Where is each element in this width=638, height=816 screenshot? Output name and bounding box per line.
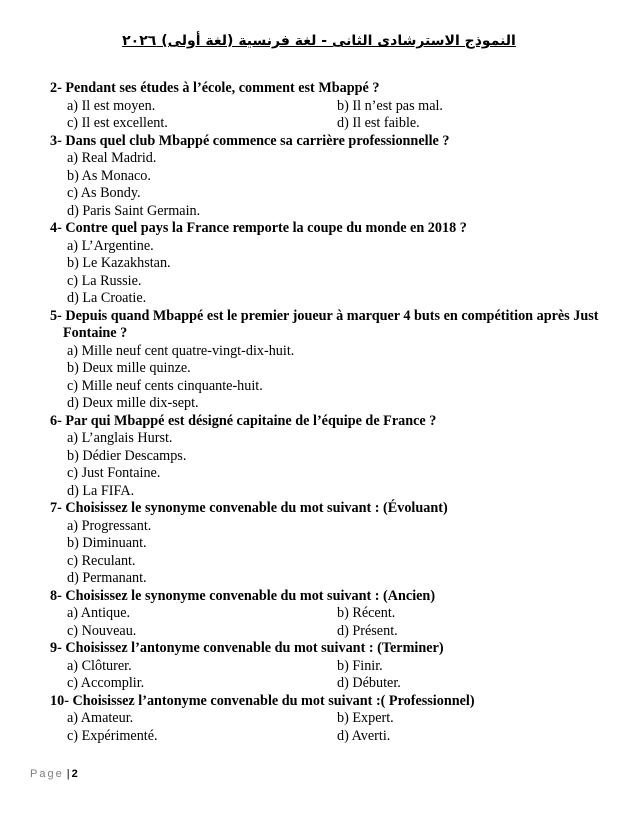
question-title: 9- Choisissez l’antonyme convenable du mot suivant : (Terminer) <box>50 640 444 656</box>
answer-option: c) Accomplir. <box>67 675 145 691</box>
answer-option: d) Permanant. <box>67 570 147 586</box>
question-title: 6- Par qui Mbappé est désigné capitaine de l’équipe de France ? <box>50 412 437 429</box>
answer-options <box>50 710 610 745</box>
question-block <box>50 413 610 501</box>
answer-option: b) Il n’est pas mal. <box>337 97 443 114</box>
answer-options <box>50 518 610 588</box>
answer-option: a) L’anglais Hurst. <box>67 430 173 446</box>
answer-option: d) La Croatie. <box>67 290 147 306</box>
question-title: 5- Depuis quand Mbappé est le premier joueur à marquer 4 buts en compétition après Just Fontaine ? <box>50 307 599 341</box>
page-label: Page <box>30 768 64 780</box>
answer-options <box>50 605 610 640</box>
question-title: 8- Choisissez le synonyme convenable du mot suivant : (Ancien) <box>50 587 436 604</box>
answer-option: b) Le Kazakhstan. <box>67 255 171 271</box>
answer-option: d) Débuter. <box>337 675 401 691</box>
answer-option: d) Présent. <box>337 622 398 639</box>
answer-option: a) Real Madrid. <box>67 150 157 166</box>
answer-option: a) Clôturer. <box>67 657 132 674</box>
answer-options <box>50 658 610 693</box>
answer-option: d) Il est faible. <box>337 115 420 131</box>
answer-option: d) La FIFA. <box>67 482 135 499</box>
answer-option: c) Expérimenté. <box>67 727 158 744</box>
answer-options <box>50 430 610 500</box>
answer-option: c) As Bondy. <box>67 185 141 201</box>
answer-option: b) Dédier Descamps. <box>67 447 187 464</box>
answer-options <box>50 98 610 133</box>
answer-options <box>50 150 610 220</box>
answer-option: a) Amateur. <box>67 710 134 726</box>
answer-option: b) As Monaco. <box>67 167 151 184</box>
answer-option: a) L’Argentine. <box>67 237 154 254</box>
question-block <box>50 588 610 641</box>
answer-option: b) Récent. <box>337 605 396 621</box>
question-title: 7- Choisissez le synonyme convenable du mot suivant : (Évoluant) <box>50 500 448 516</box>
answer-option: c) Nouveau. <box>67 622 137 639</box>
answer-option: b) Deux mille quinze. <box>67 360 191 376</box>
question-title: 3- Dans quel club Mbappé commence sa carrière professionnelle ? <box>50 132 450 149</box>
page-footer <box>30 768 78 780</box>
question-block <box>50 308 610 413</box>
question-block <box>50 500 610 588</box>
answer-option: c) Just Fontaine. <box>67 465 161 481</box>
answer-options <box>50 238 610 308</box>
answer-option: a) Progressant. <box>67 517 152 534</box>
question-block <box>50 133 610 221</box>
answer-option: a) Antique. <box>67 605 131 621</box>
answer-option: b) Finir. <box>337 657 383 674</box>
question-title: 2- Pendant ses études à l’école, comment est Mbappé ? <box>50 80 380 96</box>
answer-option: c) Mille neuf cents cinquante-huit. <box>67 377 263 394</box>
answer-option: d) Deux mille dix-sept. <box>67 395 199 411</box>
answer-option: c) Reculant. <box>67 552 136 569</box>
page-title: النموذج الاسترشادى الثانى - لغة فرنسية (لغة أولى) ٢٠٢٦ <box>122 33 516 49</box>
question-title: 4- Contre quel pays la France remporte la coupe du monde en 2018 ? <box>50 220 467 236</box>
answer-option: a) Il est moyen. <box>67 97 156 114</box>
question-title: 10- Choisissez l’antonyme convenable du mot suivant :( Professionnel) <box>50 692 475 709</box>
answer-option: c) La Russie. <box>67 272 142 289</box>
answer-options <box>50 343 610 413</box>
answer-option: d) Averti. <box>337 727 391 744</box>
question-block <box>50 693 610 746</box>
question-list <box>50 80 610 745</box>
answer-option: b) Expert. <box>337 710 394 726</box>
answer-option: b) Diminuant. <box>67 535 147 551</box>
answer-option: c) Il est excellent. <box>67 115 168 131</box>
answer-option: d) Paris Saint Germain. <box>67 202 201 219</box>
page-number: 2 <box>71 768 78 780</box>
answer-option: a) Mille neuf cent quatre-vingt-dix-huit. <box>67 342 295 359</box>
footer-separator: | <box>66 768 70 780</box>
question-block <box>50 220 610 308</box>
question-block <box>50 640 610 693</box>
question-block <box>50 80 610 133</box>
